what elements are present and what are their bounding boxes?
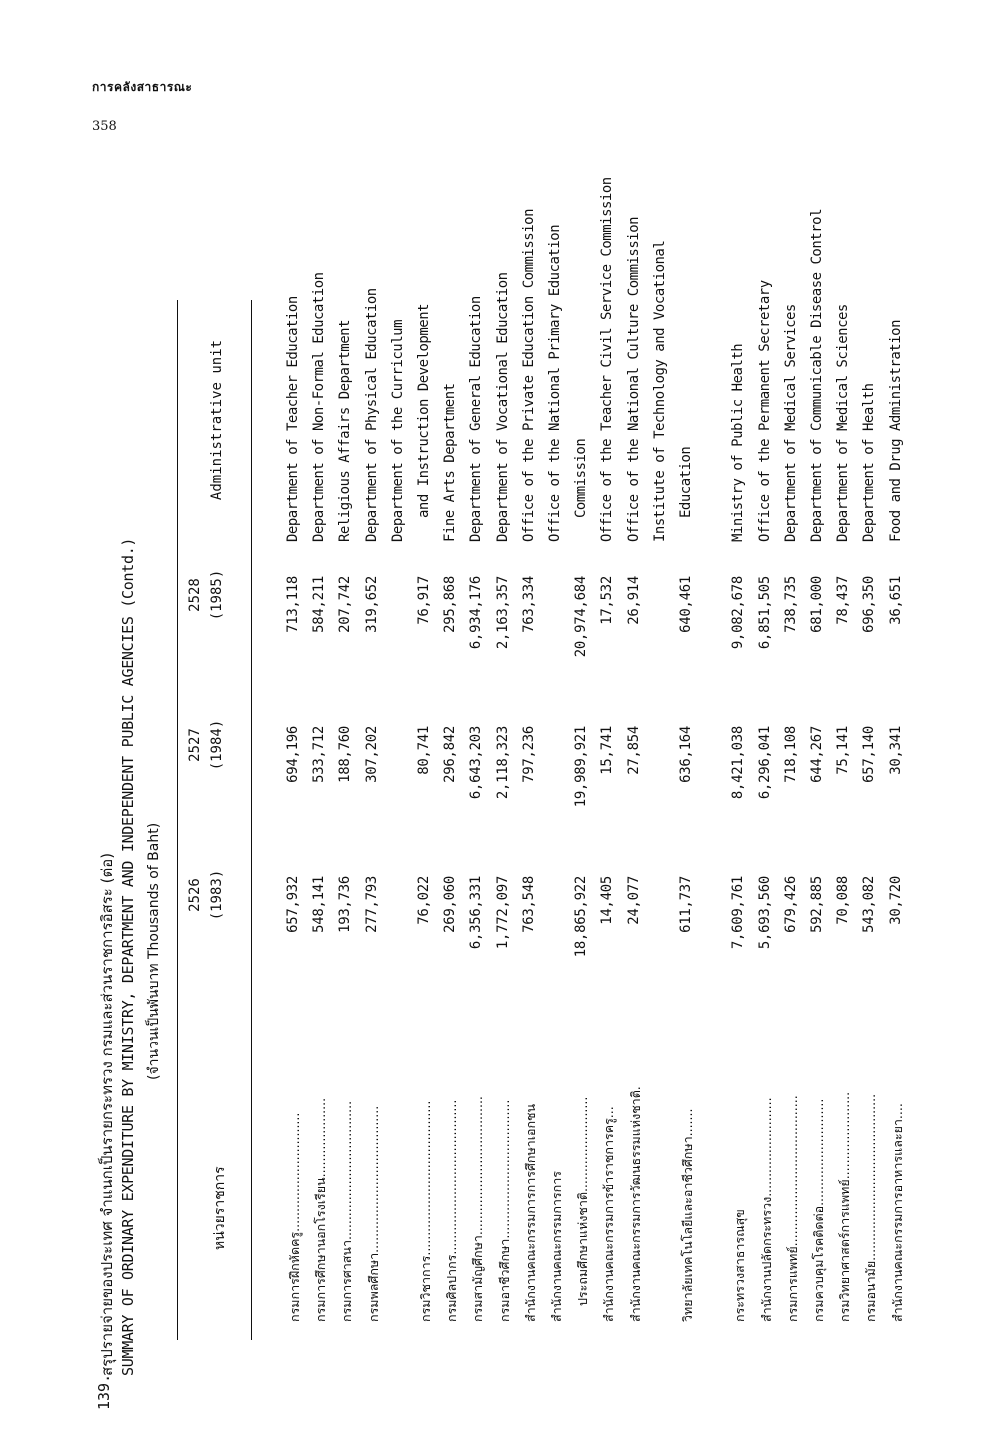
value-2528: 17,532: [599, 576, 616, 625]
unit-name-thai: กรมการศาสนา...................................: [339, 1100, 355, 1322]
column-header-2528: [187, 550, 225, 640]
table-row: [704, 170, 730, 1410]
unit-name-thai: กรมอนามัย..........................................: [863, 1093, 879, 1322]
unit-name-english: Institute of Technology and Vocational: [651, 240, 668, 542]
value-2527: 533,712: [311, 726, 328, 783]
unit-name-english: Department of Communicable Disease Control: [809, 208, 825, 542]
value-2528: 207,742: [337, 576, 354, 633]
value-2527: 2,118,323: [494, 726, 511, 800]
unit-name-english: Office of the National Culture Commission: [625, 216, 642, 542]
value-2528: 763,334: [520, 576, 537, 633]
value-2526: 1,772,097: [494, 876, 511, 950]
unit-name-thai: กรมการแพทย์......................................: [784, 1095, 800, 1322]
value-2527: 797,236: [520, 726, 537, 783]
value-2527: 307,202: [363, 726, 380, 783]
unit-name-english: Department of Non-Formal Education: [311, 272, 328, 542]
table-row: [809, 170, 835, 1410]
unit-name-english: Office of the National Primary Education: [547, 224, 563, 542]
unit-name-thai: สำนักงานคณะกรรมการการ: [549, 1171, 564, 1322]
unit-name-thai: สำนักงานคณะกรรมการอาหารและยา....: [889, 1103, 905, 1322]
unit-name-english: Religious Affairs Department: [337, 319, 354, 542]
value-2528: 738,735: [782, 576, 799, 633]
table-row: [311, 170, 337, 1410]
table-row: [652, 170, 678, 1410]
table-row: [730, 170, 756, 1410]
value-2527: 644,267: [809, 726, 825, 783]
column-header-year-ce: (1983): [209, 869, 225, 921]
table-row: [835, 170, 861, 1410]
value-2528: 696,350: [861, 576, 878, 633]
unit-name-thai: กรมสามัญศึกษา...................................: [470, 1096, 486, 1322]
table-row: [390, 170, 416, 1410]
value-2526: 30,720: [887, 876, 904, 925]
unit-name-english: Ministry of Public Health: [730, 343, 747, 542]
unit-name-thai: สำนักงานคณะกรรมการวัฒนธรรมแห่งชาติ.: [627, 1086, 643, 1322]
column-header-unit-english: Administrative unit: [209, 339, 225, 501]
value-2527: 15,741: [599, 726, 616, 775]
table-header-rule: [251, 300, 252, 1340]
column-header-year-ce: (1985): [209, 569, 225, 621]
value-2526: 763,548: [520, 876, 537, 933]
page-header: [92, 78, 192, 134]
unit-name-thai: กรมวิทยาศาสตร์การแพทย์......................: [837, 1091, 853, 1322]
table-row: [547, 170, 573, 1410]
value-2528: 78,437: [835, 576, 852, 625]
unit-name-english: Department of Medical Services: [782, 304, 799, 542]
value-2528: 76,917: [416, 576, 432, 625]
value-2526: 18,865,922: [573, 876, 590, 958]
value-2526: 548,141: [311, 876, 328, 933]
unit-name-english: Department of Vocational Education: [494, 272, 511, 542]
unit-name-thai: กรมพลศึกษา.....................................: [365, 1105, 381, 1322]
unit-name-thai: กรมควบคุมโรคติดต่อ...........................: [811, 1098, 826, 1322]
value-2528: 26,914: [625, 576, 642, 625]
value-2526: 70,088: [835, 876, 852, 925]
column-header-year-be: 2528: [187, 578, 203, 612]
table-row: [285, 170, 311, 1410]
value-2527: 6,643,203: [468, 726, 485, 800]
unit-name-english: Department of Health: [861, 383, 878, 542]
unit-name-english: Department of Medical Sciences: [835, 304, 852, 542]
table-number: 139.: [95, 1373, 113, 1410]
table-row: [468, 170, 494, 1410]
running-head: การคลังสาธารณะ: [92, 80, 193, 94]
unit-name-thai: กระทรวงสาธารณสุข: [732, 1209, 748, 1322]
value-2528: 9,082,678: [730, 576, 747, 650]
table-unit-note: (จำนวนเป็นพันบาท Thousands of Baht): [146, 822, 162, 1080]
value-2528: 584,211: [311, 576, 328, 633]
table-row: [442, 170, 468, 1410]
value-2527: 718,108: [782, 726, 799, 783]
unit-name-thai: สำนักงานปลัดกระทรวง.........................: [758, 1097, 774, 1322]
unit-name-thai: สำนักงานคณะกรรมการการศึกษาเอกชน: [522, 1103, 538, 1322]
table-row: [783, 170, 809, 1410]
unit-name-english: Department of Teacher Education: [285, 296, 301, 542]
value-2526: 7,609,761: [730, 876, 747, 950]
value-2527: 657,140: [861, 726, 878, 783]
unit-name-thai: กรมการฝึกหัดครู..............................: [287, 1112, 302, 1322]
value-2527: 27,854: [625, 726, 642, 775]
value-2527: 30,341: [887, 726, 904, 775]
table-row: [757, 170, 783, 1410]
table-row: [416, 170, 442, 1410]
value-2526: 269,060: [442, 876, 459, 933]
column-header-unit-thai: หน่วยราชการ: [212, 1166, 228, 1250]
table-row: [495, 170, 521, 1410]
unit-name-thai: กรมการศึกษานอกโรงเรียน....................: [313, 1097, 329, 1322]
value-2527: 8,421,038: [730, 726, 747, 800]
column-header-year-be: 2527: [187, 728, 203, 762]
unit-name-english: and Instruction Development: [416, 303, 432, 518]
value-2527: 694,196: [285, 726, 301, 783]
value-2526: 657,932: [285, 876, 301, 933]
unit-name-thai: กรมอาชีวศึกษา...................................: [496, 1099, 512, 1322]
unit-name-english: Office of the Private Education Commission: [520, 208, 537, 542]
unit-name-thai: กรมวิชาการ.......................................: [418, 1100, 433, 1322]
unit-name-english: Food and Drug Administration: [887, 319, 904, 542]
value-2528: 681,000: [809, 576, 825, 633]
rotated-table-page: [95, 170, 925, 1410]
unit-name-english: Department of General Education: [468, 296, 485, 542]
table-row: [599, 170, 625, 1410]
value-2526: 193,736: [337, 876, 354, 933]
value-2528: 6,851,505: [756, 576, 773, 650]
value-2528: 713,118: [285, 576, 301, 633]
unit-name-thai: ประถมศึกษาแห่งชาติ........................: [575, 1096, 591, 1306]
value-2527: 19,989,921: [573, 726, 590, 808]
column-header-year-be: 2526: [187, 878, 203, 912]
page-number: 358: [92, 119, 117, 134]
unit-name-thai: สำนักงานคณะกรรมการข้าราชการครู...: [601, 1106, 617, 1322]
unit-name-english: Fine Arts Department: [442, 383, 459, 542]
unit-name-english: Department of the Curriculum: [389, 319, 406, 542]
table-row: [888, 170, 914, 1410]
table-title-english: SUMMARY OF ORDINARY EXPENDITURE BY MINISTRY, DEPARTMENT AND INDEPENDENT PUBLIC AGENCIES (Contd.): [119, 537, 137, 1376]
value-2527: 188,760: [337, 726, 354, 783]
value-2526: 6,356,331: [468, 876, 485, 950]
column-header-2527: [187, 700, 225, 790]
table-title-thai: สรุปรายจ่ายของประเทศ จำแนกเป็นรายกระทรวง กรมและส่วนราชการอิสระ (ต่อ): [98, 852, 116, 1376]
value-2527: 296,842: [442, 726, 459, 783]
unit-name-english: Commission: [573, 438, 590, 518]
table-top-rule: [177, 300, 178, 1340]
unit-name-english: Office of the Teacher Civil Service Commission: [599, 177, 616, 542]
value-2528: 319,652: [363, 576, 380, 633]
value-2528: 36,651: [887, 576, 904, 625]
value-2526: 14,405: [599, 876, 616, 925]
table-row: [337, 170, 363, 1410]
table-row: [861, 170, 887, 1410]
table-row: [573, 170, 599, 1410]
value-2527: 75,141: [835, 726, 852, 775]
column-header-2526: [187, 850, 225, 940]
value-2526: 543,082: [861, 876, 878, 933]
column-header-year-ce: (1984): [209, 719, 225, 771]
table-row: [678, 170, 704, 1410]
value-2526: 24,077: [625, 876, 642, 925]
value-2526: 592,885: [809, 876, 825, 933]
unit-name-english: Department of Physical Education: [363, 288, 380, 542]
value-2528: 295,868: [442, 576, 459, 633]
value-2528: 2,163,357: [494, 576, 511, 650]
value-2526: 76,022: [416, 876, 432, 925]
value-2526: 611,737: [678, 876, 694, 933]
value-2528: 6,934,176: [468, 576, 485, 650]
unit-name-thai: กรมศิลปากร.......................................: [444, 1099, 460, 1322]
unit-name-thai: วิทยาลัยเทคโนโลยีและอาชีวศึกษา.......: [680, 1108, 695, 1322]
value-2526: 5,693,560: [756, 876, 773, 950]
value-2527: 636,164: [678, 726, 694, 783]
unit-name-english: Office of the Permanent Secretary: [756, 280, 773, 542]
value-2528: 20,974,684: [573, 576, 590, 658]
value-2526: 277,793: [363, 876, 380, 933]
table-row: [626, 170, 652, 1410]
value-2527: 80,741: [416, 726, 432, 775]
table-row: [521, 170, 547, 1410]
unit-name-english: Education: [678, 446, 694, 518]
value-2528: 640,461: [678, 576, 694, 633]
value-2527: 6,296,041: [756, 726, 773, 800]
value-2526: 679,426: [782, 876, 799, 933]
table-row: [364, 170, 390, 1410]
